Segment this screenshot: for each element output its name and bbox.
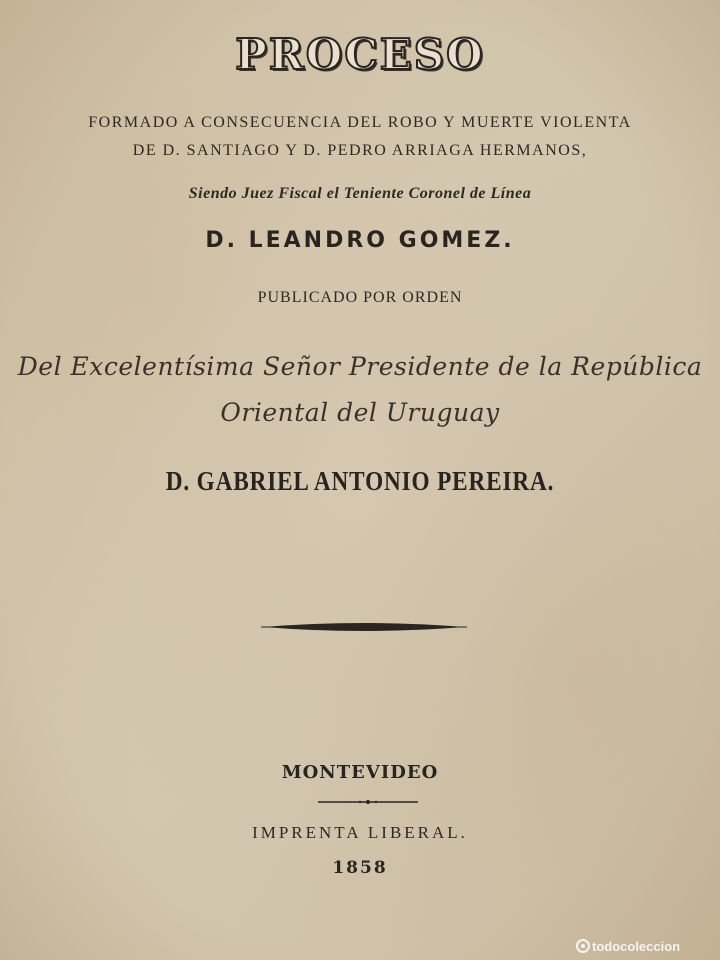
- handwritten-line-1: Del Excelentísima Señor Presidente de la República: [17, 352, 703, 381]
- ornamental-rule: [261, 620, 467, 634]
- handwritten-line-2: Oriental del Uruguay: [220, 398, 500, 427]
- printer-name: IMPRENTA LIBERAL.: [252, 823, 468, 842]
- small-ornamental-rule: [318, 798, 418, 806]
- published-by-order: PUBLICADO POR ORDEN: [257, 289, 463, 306]
- judge-name: D. LEANDRO GOMEZ.: [205, 228, 515, 253]
- watermark-text: todocoleccion: [592, 939, 681, 954]
- publication-year: 1858: [332, 858, 388, 878]
- president-name: D. GABRIEL ANTONIO PEREIRA.: [165, 466, 555, 496]
- subtitle-line-2: DE D. SANTIAGO Y D. PEDRO ARRIAGA HERMANOS,: [132, 142, 588, 159]
- city-name: MONTEVIDEO: [281, 762, 439, 783]
- subtitle-line-1: FORMADO A CONSECUENCIA DEL ROBO Y MUERTE VIOLENTA: [88, 114, 632, 131]
- document-title: PROCESO: [235, 30, 485, 79]
- judge-line: Siendo Juez Fiscal el Teniente Coronel de Línea: [188, 185, 532, 202]
- watermark-logo: [576, 938, 710, 954]
